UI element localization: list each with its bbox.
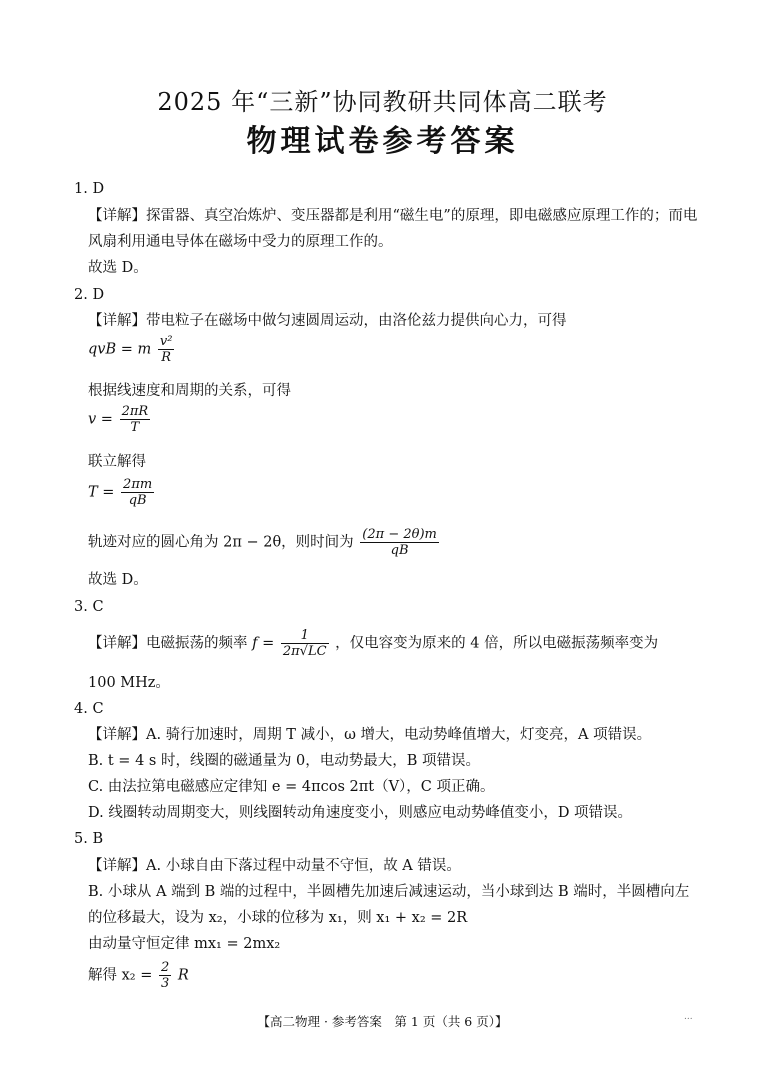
q1-answer: 1. D <box>74 181 105 197</box>
q5-solution-denominator: 3 <box>160 976 170 991</box>
q4-option-a: 【详解】A. 骑行加速时，周期 T 减小，ω 增大，电动势峰值增大，灯变亮，A 项错误。 <box>88 727 652 743</box>
q2-text-4-label: 轨迹对应的圆心角为 2π − 2θ，则时间为 <box>88 534 354 551</box>
q5-answer: 5. B <box>74 831 104 847</box>
q3-detail-line2: 100 MHz。 <box>88 675 170 691</box>
q2-answer: 2. D <box>74 287 105 303</box>
q3-detail-b: ，仅电容变为原来的 4 倍，所以电磁振荡频率变为 <box>335 635 659 652</box>
q3-answer: 3. C <box>74 599 104 615</box>
q3-eq-denominator: 2π√LC <box>282 644 327 659</box>
q3-eq-lhs: f = <box>252 635 275 652</box>
q2-conclusion: 故选 D。 <box>88 572 148 588</box>
q2-eq3-lhs: T = <box>88 484 115 501</box>
q4-option-b: B. t = 4 s 时，线圈的磁通量为 0，电动势最大，B 项错误。 <box>88 753 481 769</box>
q2-text-2: 根据线速度和周期的关系，可得 <box>88 383 291 399</box>
q2-equation-3 <box>88 477 156 508</box>
q3-detail-line1 <box>88 628 658 659</box>
q3-eq-fraction <box>281 628 329 659</box>
q1-detail-line2: 风扇利用通电导体在磁场中受力的原理工作的。 <box>88 234 393 250</box>
q2-eq4-numerator: (2π − 2θ)m <box>362 527 437 542</box>
q2-eq4-fraction <box>360 527 439 558</box>
q5-option-a: 【详解】A. 小球自由下落过程中动量不守恒，故 A 错误。 <box>88 858 461 874</box>
q5-solution-fraction <box>159 960 171 991</box>
q3-eq-numerator: 1 <box>281 628 329 644</box>
q2-eq3-numerator: 2πm <box>123 477 153 492</box>
q5-solution-rhs: R <box>177 967 189 984</box>
footer-mark: ... <box>684 1012 693 1022</box>
q2-eq1-numerator: v² <box>159 334 173 349</box>
q1-detail-line1: 【详解】探雷器、真空冶炼炉、变压器都是利用“磁生电”的原理，即电磁感应原理工作的；而电 <box>88 208 698 224</box>
q2-eq4-denominator: qB <box>390 543 409 558</box>
q5-option-b-line3: 由动量守恒定律 mx₁ = 2mx₂ <box>88 936 281 952</box>
q4-answer: 4. C <box>74 701 104 717</box>
q2-text-3: 联立解得 <box>88 454 146 470</box>
q5-solution-numerator: 2 <box>160 960 170 975</box>
q2-eq2-lhs: v = <box>88 411 113 428</box>
q2-eq2-fraction <box>120 404 151 435</box>
q5-solution <box>88 960 189 991</box>
q2-eq1-fraction <box>158 334 175 365</box>
q5-option-b-line2: 的位移最大，设为 x₂，小球的位移为 x₁，则 x₁ + x₂ = 2R <box>88 910 468 926</box>
q4-option-d: D. 线圈转动周期变大，则线圈转动角速度变小，则感应电动势峰值变小，D 项错误。 <box>88 805 633 821</box>
exam-title: 2025 年“三新”协同教研共同体高二联考 <box>157 88 608 116</box>
q4-option-c: C. 由法拉第电磁感应定律知 e = 4πcos 2πt（V），C 项正确。 <box>88 779 495 795</box>
q2-equation-1 <box>88 334 176 365</box>
q3-detail-a: 【详解】电磁振荡的频率 <box>88 635 248 652</box>
q5-solution-lhs: 解得 x₂ = <box>88 967 153 984</box>
q5-option-b-line1: B. 小球从 A 端到 B 端的过程中，半圆槽先加速后减速运动，当小球到达 B 端时，半圆槽向左 <box>88 884 690 900</box>
document-title: 物理试卷参考答案 <box>246 124 519 159</box>
q2-text-4 <box>88 527 441 558</box>
q2-eq2-numerator: 2πR <box>121 404 149 419</box>
q2-eq1-denominator: R <box>161 350 172 365</box>
q2-eq3-denominator: qB <box>128 493 147 508</box>
page-footer: 【高二物理 · 参考答案 第 1 页（共 6 页）】 <box>257 1014 508 1029</box>
q2-eq3-fraction <box>121 477 154 508</box>
q1-conclusion: 故选 D。 <box>88 260 148 276</box>
q2-detail: 【详解】带电粒子在磁场中做匀速圆周运动，由洛伦兹力提供向心力，可得 <box>88 313 567 329</box>
q2-eq2-denominator: T <box>130 420 140 435</box>
q2-eq1-lhs: qvB = m <box>88 341 152 358</box>
q2-equation-2 <box>88 404 152 435</box>
